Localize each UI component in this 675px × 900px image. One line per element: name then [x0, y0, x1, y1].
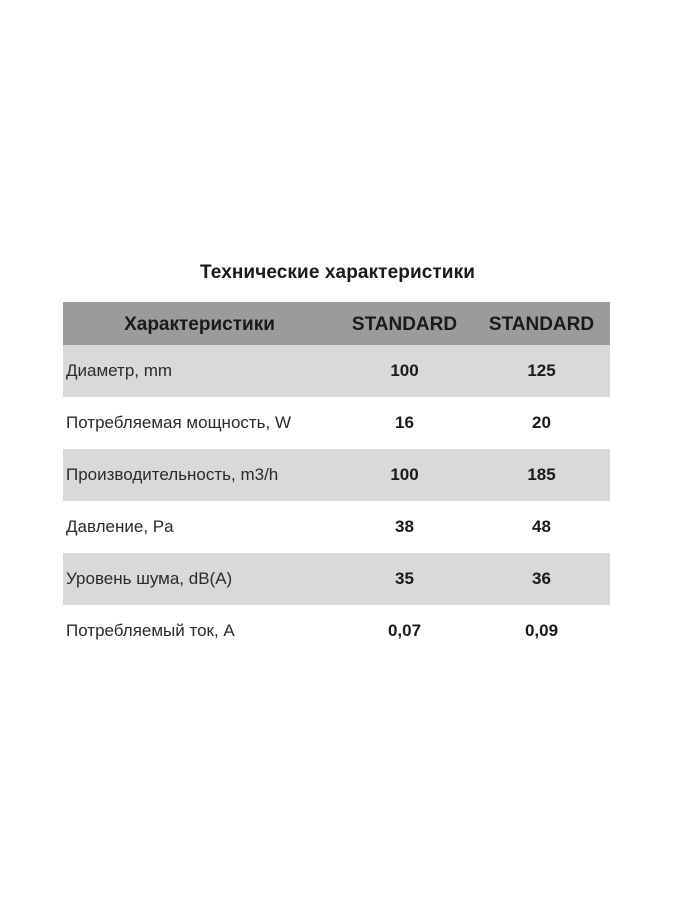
row-value-2: 36 — [473, 553, 610, 605]
row-value-2: 0,09 — [524, 621, 559, 640]
table-row — [63, 501, 610, 553]
row-value-2: 48 — [532, 517, 551, 536]
table-row — [63, 449, 610, 501]
table-row — [63, 553, 610, 605]
table-row — [63, 605, 610, 657]
row-value-1: 35 — [336, 553, 473, 605]
row-value-1: 100 — [336, 449, 473, 501]
header-characteristics: Характеристики — [63, 302, 336, 345]
row-value-1: 38 — [395, 517, 414, 536]
header-standard-2: STANDARD — [473, 302, 610, 345]
spec-table — [63, 302, 610, 657]
row-label: Давление, Pa — [66, 517, 174, 536]
row-value-1: 0,07 — [387, 621, 422, 640]
table-row — [63, 345, 610, 397]
row-label: Производительность, m3/h — [63, 449, 336, 501]
row-value-1: 100 — [336, 345, 473, 397]
row-value-2: 20 — [532, 413, 551, 432]
row-label: Диаметр, mm — [63, 345, 336, 397]
row-label: Потребляемая мощность, W — [66, 413, 292, 432]
page-title: Технические характеристики — [200, 262, 475, 283]
row-value-2: 185 — [473, 449, 610, 501]
row-label: Уровень шума, dB(A) — [63, 553, 336, 605]
row-value-2: 125 — [473, 345, 610, 397]
table-row — [63, 397, 610, 449]
row-label: Потребляемый ток, A — [66, 621, 235, 640]
row-value-1: 16 — [395, 413, 414, 432]
header-standard-1: STANDARD — [336, 302, 473, 345]
table-header-row — [63, 302, 610, 345]
